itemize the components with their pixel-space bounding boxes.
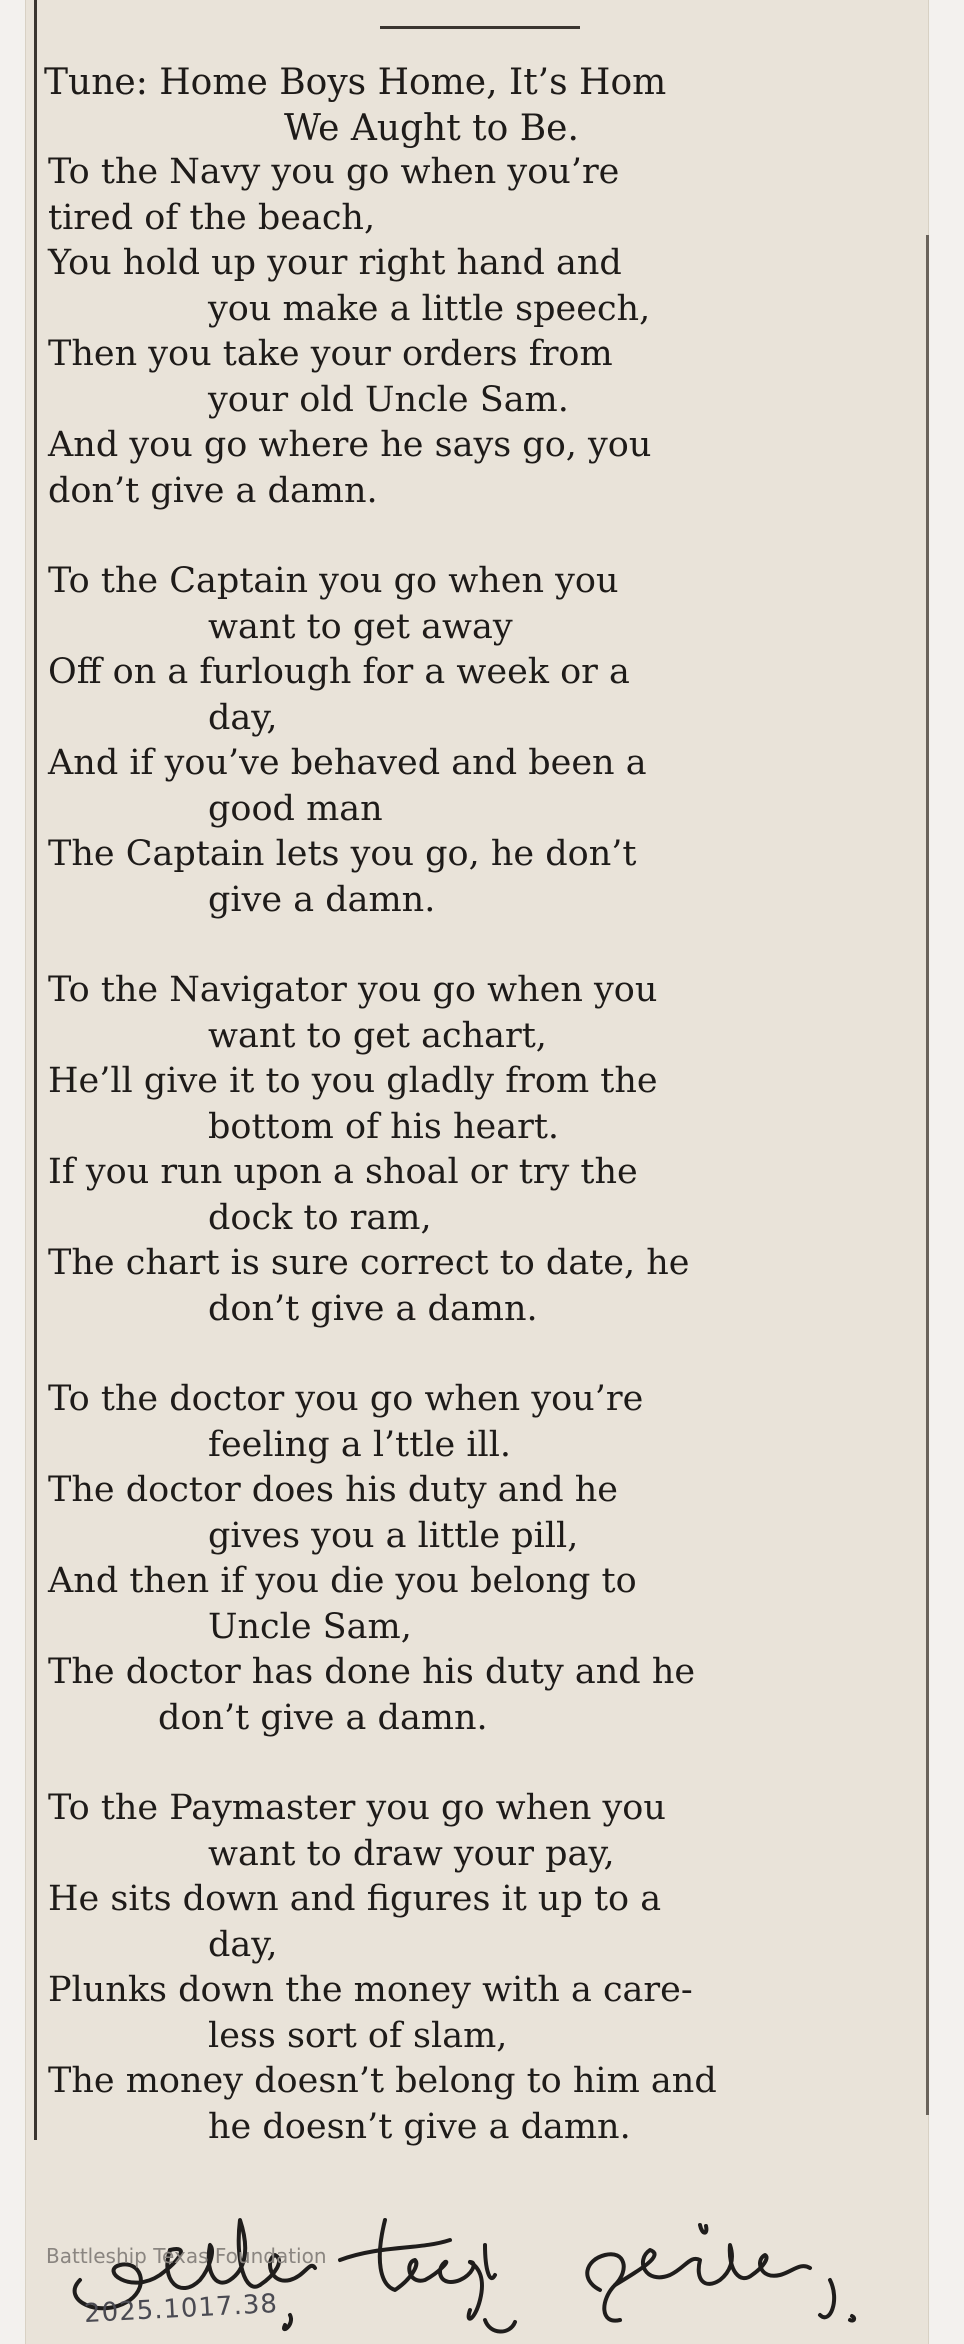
poem-line: don’t give a damn.: [208, 1288, 538, 1329]
tune-line-1: Tune: Home Boys Home, It’s Hom: [44, 62, 667, 103]
accession-number: 2025.1017.38: [83, 2288, 279, 2330]
poem-line: He’ll give it to you gladly from the: [48, 1061, 658, 1101]
poem-line: want to draw your pay,: [208, 1833, 615, 1874]
poem-line: Then you take your orders from: [48, 334, 613, 374]
column-rule-right: [926, 235, 929, 2115]
stanza-3: [48, 968, 908, 1332]
poem-line: If you run upon a shoal or try the: [48, 1152, 638, 1192]
poem-line: To the Paymaster you go when you: [48, 1788, 666, 1828]
poem-line: he doesn’t give a damn.: [208, 2106, 631, 2147]
tune-line-2: We Aught to Be.: [284, 108, 579, 149]
poem-line: less sort of slam,: [208, 2015, 508, 2056]
poem-line: gives you a little pill,: [208, 1515, 579, 1556]
poem-line: day,: [208, 697, 278, 738]
poem-line: dock to ram,: [208, 1197, 432, 1238]
poem-line: want to get achart,: [208, 1015, 547, 1056]
poem-line: He sits down and figures it up to a: [48, 1879, 662, 1919]
poem-line: feeling a l’ttle ill.: [208, 1424, 512, 1465]
stanza-2: [48, 559, 908, 923]
stanza-4: [48, 1377, 908, 1741]
poem-line: Off on a furlough for a week or a: [48, 652, 630, 692]
poem-line: give a damn.: [208, 879, 436, 920]
poem-line: your old Uncle Sam.: [208, 379, 569, 420]
poem-line: you make a little speech,: [208, 288, 651, 329]
column-rule-left: [34, 0, 37, 2140]
header-rule: [380, 26, 580, 29]
poem-line: And if you’ve behaved and been a: [48, 743, 647, 783]
poem-line: day,: [208, 1924, 278, 1965]
stanza-1: [48, 150, 908, 514]
poem-line: The chart is sure correct to date, he: [48, 1243, 690, 1283]
poem-line: You hold up your right hand and: [48, 243, 622, 283]
poem-line: Uncle Sam,: [208, 1606, 412, 1647]
poem-line: And you go where he says go, you: [48, 425, 652, 465]
poem-line: To the Captain you go when you: [48, 561, 619, 601]
poem-line: tired of the beach,: [48, 197, 376, 238]
poem-line: The doctor does his duty and he: [48, 1470, 618, 1510]
poem-line: To the Navy you go when you’re: [48, 152, 620, 192]
poem-line: The Captain lets you go, he don’t: [48, 834, 637, 874]
poem-line: And then if you die you belong to: [48, 1561, 637, 1601]
poem-line: good man: [208, 788, 383, 829]
poem-line: To the doctor you go when you’re: [48, 1379, 644, 1419]
poem-line: To the Navigator you go when you: [48, 970, 658, 1010]
poem-line: bottom of his heart.: [208, 1106, 560, 1147]
stanza-5: [48, 1786, 908, 2150]
poem-line: The money doesn’t belong to him and: [48, 2061, 717, 2101]
poem-line: don’t give a damn.: [158, 1697, 488, 1738]
tune-heading: [44, 60, 910, 152]
poem-body: [48, 150, 908, 2195]
poem-line: Plunks down the money with a care-: [48, 1970, 693, 2010]
poem-line: don’t give a damn.: [48, 470, 378, 511]
poem-line: The doctor has done his duty and he: [48, 1652, 696, 1692]
poem-line: want to get away: [208, 606, 513, 647]
watermark: Battleship Texas Foundation: [46, 2244, 327, 2268]
